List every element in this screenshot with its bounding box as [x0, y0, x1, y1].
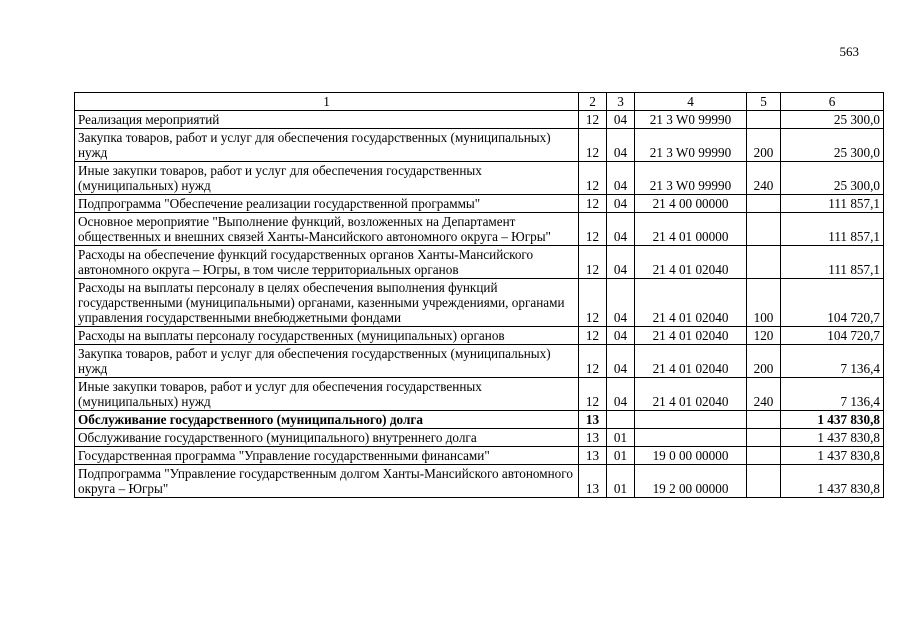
row-amount-cell: 25 300,0 — [781, 111, 884, 129]
row-target-code-cell: 21 4 01 02040 — [635, 345, 747, 378]
row-name-cell: Расходы на обеспечение функций государственных органов Ханты-Мансийского автономного округа – Югры, в том числе территориальных органов — [75, 246, 579, 279]
row-name-cell: Расходы на выплаты персоналу в целях обеспечения выполнения функций государственными (муниципальными) органами, казенными учреждениями, органами управления государственными внебюджетными фондами — [75, 279, 579, 327]
row-section-cell: 13 — [579, 411, 607, 429]
row-section-cell: 12 — [579, 213, 607, 246]
table-row — [75, 279, 884, 327]
row-section-cell: 12 — [579, 327, 607, 345]
row-name-cell: Иные закупки товаров, работ и услуг для обеспечения государственных (муниципальных) нужд — [75, 378, 579, 411]
row-target-code-cell: 21 4 00 00000 — [635, 195, 747, 213]
row-amount-cell: 25 300,0 — [781, 129, 884, 162]
table-row — [75, 411, 884, 429]
table-row — [75, 345, 884, 378]
row-expense-type-cell — [747, 429, 781, 447]
table-row — [75, 246, 884, 279]
table-row — [75, 429, 884, 447]
row-expense-type-cell: 240 — [747, 162, 781, 195]
row-name-cell: Подпрограмма "Обеспечение реализации государственной программы" — [75, 195, 579, 213]
row-section-cell: 12 — [579, 195, 607, 213]
row-expense-type-cell — [747, 111, 781, 129]
row-amount-cell: 104 720,7 — [781, 327, 884, 345]
table-row — [75, 327, 884, 345]
row-section-cell: 12 — [579, 246, 607, 279]
row-section-cell: 12 — [579, 129, 607, 162]
table-row — [75, 378, 884, 411]
row-target-code-cell: 21 3 W0 99990 — [635, 129, 747, 162]
row-subsection-cell: 01 — [607, 429, 635, 447]
row-subsection-cell: 01 — [607, 465, 635, 498]
row-section-cell: 12 — [579, 279, 607, 327]
row-subsection-cell: 04 — [607, 327, 635, 345]
row-amount-cell: 1 437 830,8 — [781, 465, 884, 498]
row-name-cell: Закупка товаров, работ и услуг для обеспечения государственных (муниципальных) нужд — [75, 129, 579, 162]
row-section-cell: 13 — [579, 465, 607, 498]
row-amount-cell: 1 437 830,8 — [781, 411, 884, 429]
row-amount-cell: 104 720,7 — [781, 279, 884, 327]
row-amount-cell: 1 437 830,8 — [781, 429, 884, 447]
row-amount-cell: 25 300,0 — [781, 162, 884, 195]
table-row — [75, 129, 884, 162]
row-name-cell: Иные закупки товаров, работ и услуг для обеспечения государственных (муниципальных) нужд — [75, 162, 579, 195]
row-subsection-cell: 04 — [607, 378, 635, 411]
row-target-code-cell: 19 2 00 00000 — [635, 465, 747, 498]
column-header-expense-type: 5 — [747, 93, 781, 111]
table-row — [75, 162, 884, 195]
row-name-cell: Подпрограмма "Управление государственным долгом Ханты-Мансийского автономного округа – Югры" — [75, 465, 579, 498]
row-subsection-cell: 04 — [607, 162, 635, 195]
budget-table — [74, 92, 884, 498]
row-expense-type-cell: 120 — [747, 327, 781, 345]
row-expense-type-cell: 100 — [747, 279, 781, 327]
row-subsection-cell: 04 — [607, 345, 635, 378]
row-subsection-cell: 04 — [607, 213, 635, 246]
row-section-cell: 12 — [579, 345, 607, 378]
row-target-code-cell — [635, 429, 747, 447]
page-number: 563 — [839, 44, 859, 59]
row-name-cell: Реализация мероприятий — [75, 111, 579, 129]
row-name-cell: Обслуживание государственного (муниципального) долга — [75, 411, 579, 429]
column-header-section: 2 — [579, 93, 607, 111]
row-section-cell: 12 — [579, 162, 607, 195]
row-target-code-cell: 21 4 01 00000 — [635, 213, 747, 246]
row-section-cell: 13 — [579, 429, 607, 447]
row-subsection-cell: 04 — [607, 195, 635, 213]
column-header-subsection: 3 — [607, 93, 635, 111]
row-target-code-cell: 21 4 01 02040 — [635, 327, 747, 345]
table-row — [75, 111, 884, 129]
row-expense-type-cell — [747, 246, 781, 279]
row-target-code-cell: 21 4 01 02040 — [635, 246, 747, 279]
row-amount-cell: 7 136,4 — [781, 378, 884, 411]
row-expense-type-cell: 240 — [747, 378, 781, 411]
table-body — [75, 111, 884, 498]
row-name-cell: Закупка товаров, работ и услуг для обеспечения государственных (муниципальных) нужд — [75, 345, 579, 378]
table-header-row — [75, 93, 884, 111]
row-amount-cell: 111 857,1 — [781, 213, 884, 246]
row-target-code-cell: 21 4 01 02040 — [635, 378, 747, 411]
table-row — [75, 447, 884, 465]
row-expense-type-cell: 200 — [747, 345, 781, 378]
row-target-code-cell: 19 0 00 00000 — [635, 447, 747, 465]
row-expense-type-cell — [747, 411, 781, 429]
column-header-name: 1 — [75, 93, 579, 111]
row-subsection-cell: 04 — [607, 111, 635, 129]
row-name-cell: Обслуживание государственного (муниципального) внутреннего долга — [75, 429, 579, 447]
row-section-cell: 13 — [579, 447, 607, 465]
row-subsection-cell: 04 — [607, 246, 635, 279]
table-row — [75, 213, 884, 246]
row-name-cell: Основное мероприятие "Выполнение функций, возложенных на Департамент общественных и внешних связей Ханты-Мансийского автономного округа – Югры" — [75, 213, 579, 246]
row-name-cell: Расходы на выплаты персоналу государственных (муниципальных) органов — [75, 327, 579, 345]
row-target-code-cell: 21 3 W0 99990 — [635, 111, 747, 129]
column-header-amount: 6 — [781, 93, 884, 111]
table-row — [75, 195, 884, 213]
row-expense-type-cell — [747, 447, 781, 465]
row-subsection-cell: 01 — [607, 447, 635, 465]
row-amount-cell: 111 857,1 — [781, 195, 884, 213]
row-subsection-cell: 04 — [607, 279, 635, 327]
row-target-code-cell: 21 4 01 02040 — [635, 279, 747, 327]
row-amount-cell: 1 437 830,8 — [781, 447, 884, 465]
row-target-code-cell — [635, 411, 747, 429]
table-row — [75, 465, 884, 498]
row-subsection-cell — [607, 411, 635, 429]
column-header-target-code: 4 — [635, 93, 747, 111]
row-expense-type-cell — [747, 465, 781, 498]
row-expense-type-cell: 200 — [747, 129, 781, 162]
row-amount-cell: 111 857,1 — [781, 246, 884, 279]
row-expense-type-cell — [747, 213, 781, 246]
row-name-cell: Государственная программа "Управление государственными финансами" — [75, 447, 579, 465]
row-expense-type-cell — [747, 195, 781, 213]
row-target-code-cell: 21 3 W0 99990 — [635, 162, 747, 195]
row-section-cell: 12 — [579, 111, 607, 129]
row-subsection-cell: 04 — [607, 129, 635, 162]
row-section-cell: 12 — [579, 378, 607, 411]
row-amount-cell: 7 136,4 — [781, 345, 884, 378]
